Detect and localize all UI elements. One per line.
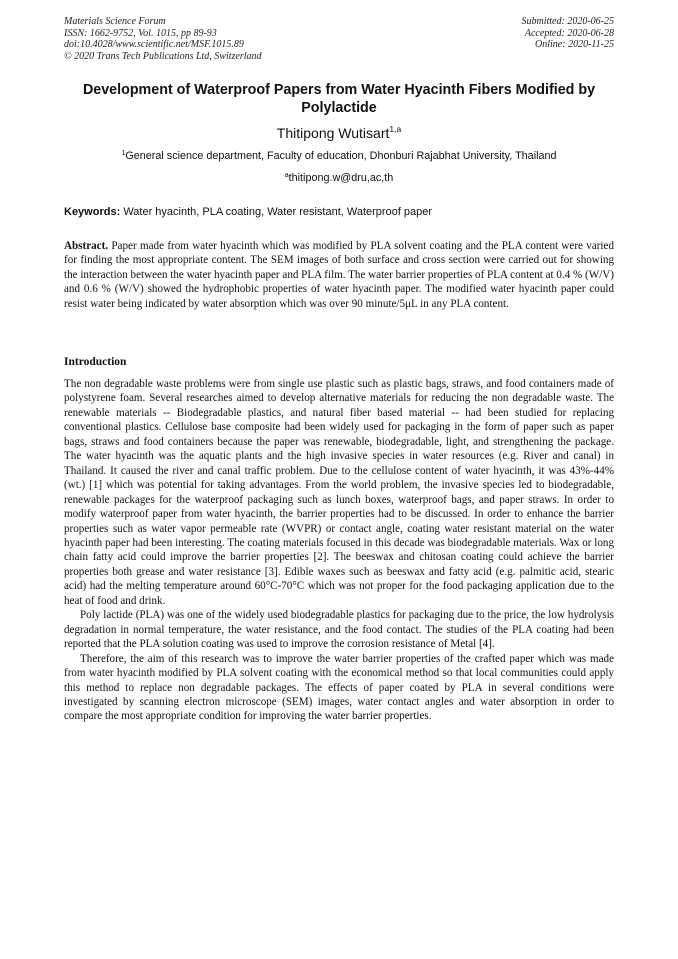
- email-line: [64, 172, 614, 184]
- journal-info: [64, 16, 262, 62]
- introduction-heading: Introduction: [64, 356, 127, 368]
- author-superscript: 1,a: [389, 124, 402, 134]
- keywords: [64, 206, 614, 218]
- email-superscript: a: [284, 172, 289, 179]
- keywords-text: Water hyacinth, PLA coating, Water resistant, Waterproof paper: [123, 206, 433, 218]
- paper-title: Development of Waterproof Papers from Water Hyacinth Fibers Modified by Polylactide: [82, 82, 596, 116]
- introduction-body: [64, 377, 614, 724]
- affiliation-text: General science department, Faculty of education, Dhonburi Rajabhat University, Thailand: [125, 150, 557, 162]
- journal-copyright: © 2020 Trans Tech Publications Ltd, Switzerland: [64, 50, 262, 62]
- affiliation-line: [64, 150, 614, 162]
- affiliation-superscript: 1: [121, 150, 126, 157]
- date-accepted: Accepted: 2020-06-28: [524, 27, 614, 39]
- intro-paragraph: Therefore, the aim of this research was to improve the water barrier properties of the crafted paper which was made from water hyacinth modified by PLA solvent coating with the economical method so that local communities could apply this method to replace non degradable packages. The effects of paper coated by PLA in several conditions were investigated by scanning electron microscope (SEM) images, water contact angles and water absorption in order to compare the most appropriate condition for improving the water barrier properties.: [64, 652, 614, 723]
- journal-issn: ISSN: 1662-9752, Vol. 1015, pp 89-93: [64, 27, 217, 39]
- journal-doi[interactable]: doi:10.4028/www.scientific.net/MSF.1015.89: [64, 39, 244, 50]
- abstract: [64, 239, 614, 311]
- author-name: Thitipong Wutisart: [276, 125, 390, 141]
- keywords-label: Keywords:: [64, 206, 121, 218]
- intro-paragraph: The non degradable waste problems were from single use plastic such as plastic bags, straws, and food containers made of polystyrene foam. Several researches aimed to develop alternative materials for reducing the non degradable waste. The renewable materials -- Biodegradable plastics, and natural fiber based material -- had been studied for replacing conventional plastics. Cellulose base composite had been widely used for packaging in the form of paper such as paper bags, straws and food containers because the paper was renewable, biodegradable, light, and strengthening the package. The water hyacinth was the aquatic plants and the high invasive species in water resources (e.g. River and canal) in Thailand. It caused the river and canal traffic problem. Due to the cellulose content of water hyacinth, it was 43%-44% (wt.) [1] which was potential for taking advantages. From the world problem, the invasive species led to biodegradable, renewable packages for the waterproof packaging such as lunch boxes, waterproof bags, and paper straws. In order to modify waterproof paper from water hyacinth, the barrier properties had to be discussed. In order to enhance the barrier properties such as water vapor permeable rate (WVPR) or contact angle, coating water resistant material on the water hyacinth paper had been interesting. The coating materials focused in this decade was biodegradable materials. Wax or long chain fatty acid could improve the barrier properties [2]. The beeswax and chitosan coating could achieve the barrier properties both grease and water resistance [3]. Edible waxes such as beeswax and fatty acid (e.g. palmitic acid, stearic acid) had the melting temperature around 60°C-70°C which was not proper for the food packaging application due to the heat of food and drink.: [64, 378, 614, 607]
- abstract-label: Abstract.: [64, 240, 109, 252]
- date-online: Online: 2020-11-25: [535, 39, 614, 50]
- journal-name: Materials Science Forum: [64, 16, 166, 27]
- author-line: [64, 124, 614, 141]
- author-email[interactable]: thitipong.w@dru,ac,th: [288, 172, 394, 184]
- date-submitted: Submitted: 2020-06-25: [521, 16, 614, 27]
- abstract-text: Paper made from water hyacinth which was modified by PLA solvent coating and the PLA content were varied for finding the most appropriate content. The SEM images of both surface and cross section were carried out for showing the interaction between the water hyacinth paper and PLA film. The water barrier properties of PLA content at 0.4 % (W/V) and 0.6 % (W/V) showed the hydrophobic properties of water hyacinth paper. The modified water hyacinth paper could resist water being indicated by water absorption which was over 90 minute/5μL in any PLA content.: [64, 240, 614, 310]
- intro-paragraph: Poly lactide (PLA) was one of the widely used biodegradable plastics for packaging due to the price, the low hydrolysis degradation in normal temperature, the water resistance, and the food contact. The studies of the PLA coating had been reported that the PLA solution coating was used to improve the corrosion resistance of Metal [4].: [64, 609, 614, 651]
- publication-dates: [522, 16, 615, 51]
